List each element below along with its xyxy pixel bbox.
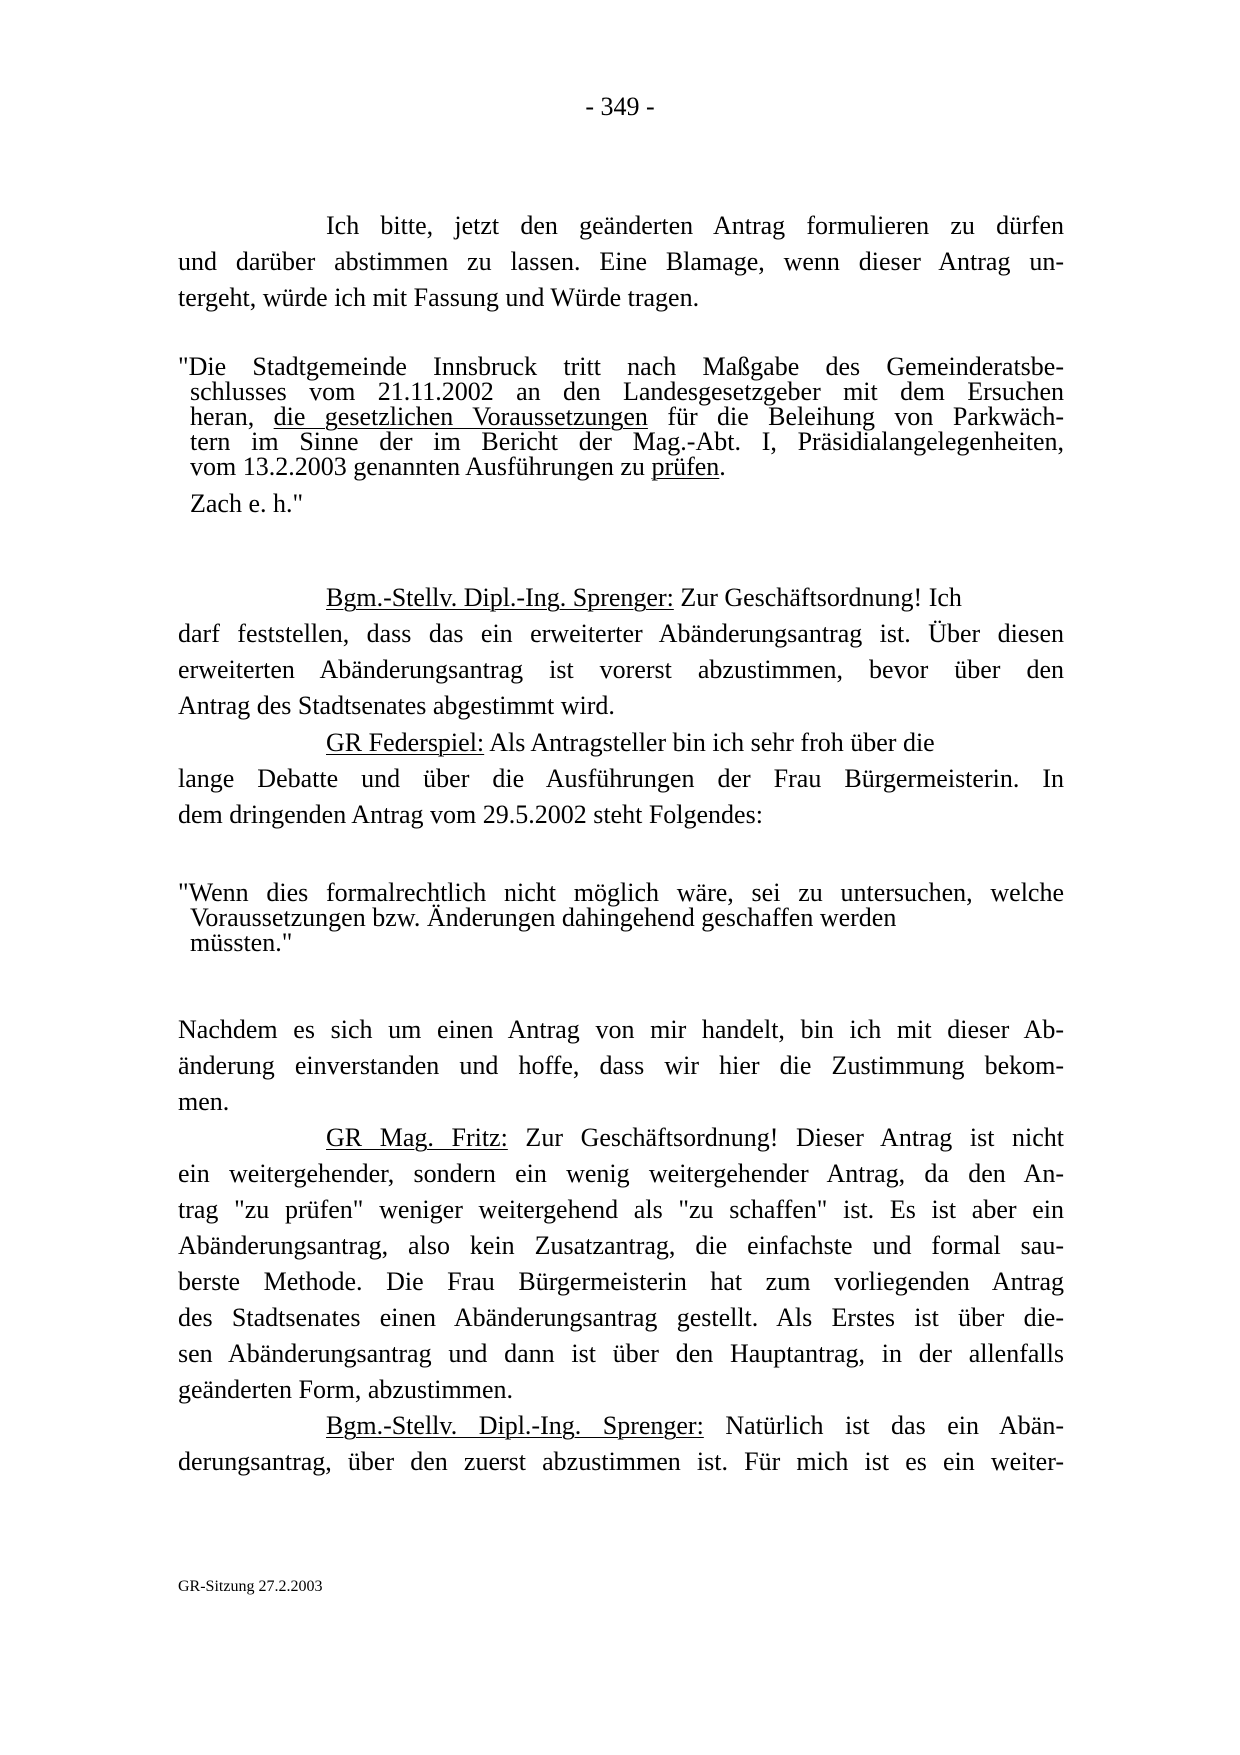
p2-line-3: erweiterten Abänderungsantrag ist vorerst abzustimmen, bevor über den [178, 655, 1064, 684]
page-footer: GR-Sitzung 27.2.2003 [178, 1578, 323, 1595]
quote-block-1 [178, 354, 1064, 519]
p3-line-3: dem dringenden Antrag vom 29.5.2002 steht Folgendes: [178, 800, 763, 829]
p5-line-4: Abänderungsantrag, also kein Zusatzantrag, die einfachste und formal sau- [178, 1231, 1064, 1260]
speaker-name: GR Mag. Fritz: [326, 1123, 508, 1152]
p3-line-1: Als Antragsteller bin ich sehr froh über die [484, 728, 935, 757]
quote1-line-2: schlusses vom 21.11.2002 an den Landesgesetzgeber mit dem Ersuchen [190, 377, 1064, 406]
quote1-line-4: tern im Sinne der im Bericht der Mag.-Abt. I, Präsidialangelegenheiten, [190, 427, 1064, 456]
quote2-line-2: Voraussetzungen bzw. Änderungen dahingehend geschaffen werden [190, 903, 897, 932]
p6-line-1: Natürlich ist das ein Abän- [703, 1411, 1065, 1440]
page-number: - 349 - [585, 92, 655, 121]
speaker-name: Bgm.-Stellv. Dipl.-Ing. Sprenger: [326, 1411, 704, 1440]
p4-line-3: men. [178, 1087, 230, 1116]
p4-line-1: Nachdem es sich um einen Antrag von mir handelt, bin ich mit dieser Ab- [178, 1015, 1064, 1044]
p5-line-7: sen Abänderungsantrag und dann ist über den Hauptantrag, in der allenfalls [178, 1339, 1064, 1368]
speaker-name: GR Federspiel: [326, 728, 485, 757]
paragraph-3 [178, 725, 1064, 833]
quote2-line-1: "Wenn dies formalrechtlich nicht möglich wäre, sei zu untersuchen, welche [178, 878, 1064, 907]
underlined-word: prüfen [651, 452, 720, 481]
p2-line-4: Antrag des Stadtsenates abgestimmt wird. [178, 691, 615, 720]
p2-line-2: darf feststellen, dass das ein erweiterter Abänderungsantrag ist. Über diesen [178, 619, 1064, 648]
p5-line-1: Zur Geschäftsordnung! Dieser Antrag ist nicht [507, 1123, 1065, 1152]
quote-block-2 [178, 880, 1064, 955]
p1-line-1: Ich bitte, jetzt den geänderten Antrag formulieren zu dürfen [326, 211, 1064, 240]
paragraph-1 [178, 208, 1064, 316]
quote2-line-3: müssten." [190, 928, 293, 957]
p5-line-8: geänderten Form, abzustimmen. [178, 1375, 514, 1404]
p1-line-3: tergeht, würde ich mit Fassung und Würde tragen. [178, 283, 700, 312]
paragraph-4 [178, 1012, 1064, 1120]
quote1-line-3: heran, die gesetzlichen Voraussetzungen für die Beleihung von Parkwäch- [190, 402, 1064, 431]
p4-line-2: änderung einverstanden und hoffe, dass wir hier die Zustimmung bekom- [178, 1051, 1064, 1080]
paragraph-6 [178, 1408, 1064, 1480]
p3-line-2: lange Debatte und über die Ausführungen der Frau Bürgermeisterin. In [178, 764, 1064, 793]
paragraph-5 [178, 1120, 1064, 1408]
quote1-line-1: "Die Stadtgemeinde Innsbruck tritt nach Maßgabe des Gemeinderatsbe- [178, 352, 1064, 381]
p5-line-3: trag "zu prüfen" weniger weitergehend als "zu schaffen" ist. Es ist aber ein [178, 1195, 1064, 1224]
p2-line-1: Zur Geschäftsordnung! Ich [673, 583, 962, 612]
p5-line-6: des Stadtsenates einen Abänderungsantrag gestellt. Als Erstes ist über die- [178, 1303, 1064, 1332]
p5-line-2: ein weitergehender, sondern ein wenig weitergehender Antrag, da den An- [178, 1159, 1064, 1188]
p6-line-2: derungsantrag, über den zuerst abzustimmen ist. Für mich ist es ein weiter- [178, 1447, 1064, 1476]
p5-line-5: berste Methode. Die Frau Bürgermeisterin hat zum vorliegenden Antrag [178, 1267, 1064, 1296]
quote1-line-5: vom 13.2.2003 genannten Ausführungen zu prüfen. [190, 452, 726, 481]
underlined-phrase: die gesetzlichen Voraussetzungen [273, 402, 648, 431]
quote1-signature: Zach e. h." [190, 489, 304, 518]
paragraph-2 [178, 580, 1064, 724]
speaker-name: Bgm.-Stellv. Dipl.-Ing. Sprenger: [326, 583, 674, 612]
p1-line-2: und darüber abstimmen zu lassen. Eine Blamage, wenn dieser Antrag un- [178, 247, 1064, 276]
